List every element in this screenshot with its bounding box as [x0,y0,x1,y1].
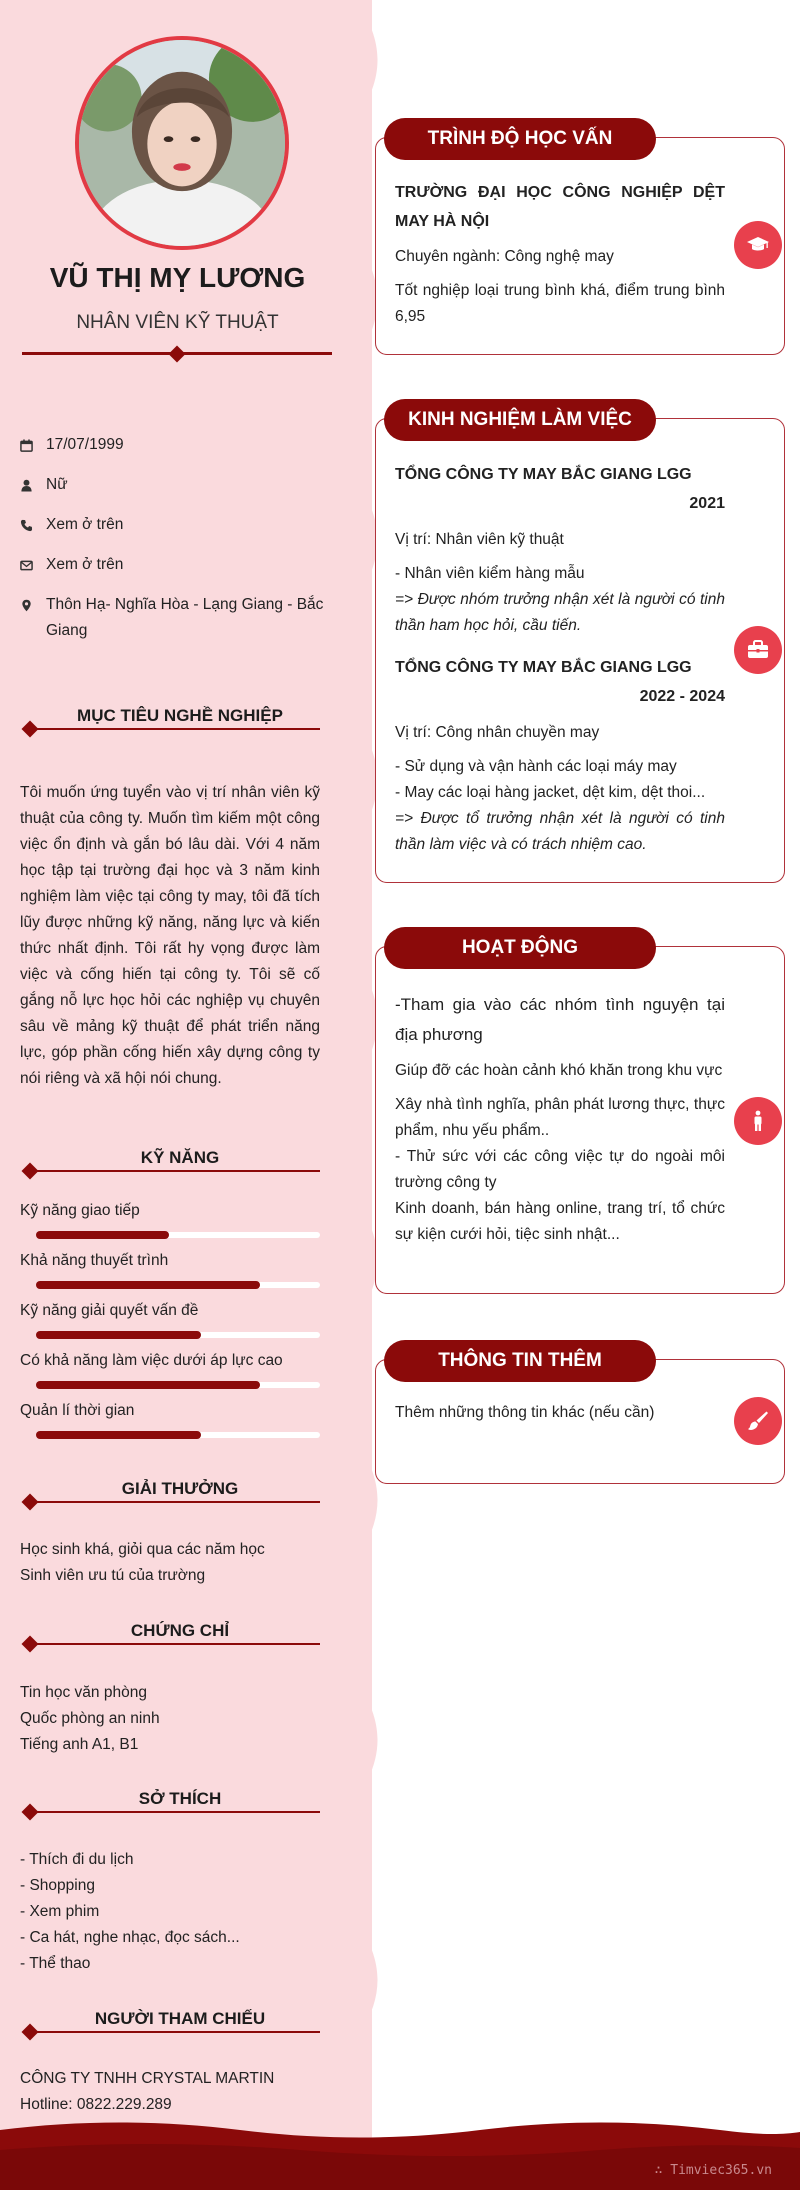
hobby-item: - Thể thao [20,1955,91,1972]
awards-list [20,1537,320,1589]
contact-email [20,552,330,578]
skill-bar [36,1430,320,1440]
contact-gender [20,472,330,498]
experience-body [395,460,725,858]
job-duty: - Sử dụng và vận hành các loại máy may [395,758,677,775]
heading-rule [26,728,320,730]
certificate-item: Quốc phòng an ninh [20,1710,160,1727]
hobbies-heading-text: SỞ THÍCH [138,1789,222,1808]
job-company: TỔNG CÔNG TY MAY BẮC GIANG LGG [395,466,692,483]
skill-label: Khả năng thuyết trình [20,1252,169,1269]
person-icon [20,472,46,498]
heading-rule [26,2031,320,2033]
job-period: 2021 [689,495,725,512]
email-icon [20,552,46,578]
job-position: Vị trí: Nhân viên kỹ thuật [395,531,564,548]
job-duty: - May các loại hàng jacket, dệt kim, dệt thoi... [395,784,706,801]
education-result: Tốt nghiệp loại trung bình khá, điểm trung bình 6,95 [395,282,725,325]
activities-body [395,990,725,1248]
skill-bar-fill [36,1431,201,1439]
job-company: TỔNG CÔNG TY MAY BẮC GIANG LGG [395,659,692,676]
activity-item: Giúp đỡ các hoàn cảnh khó khăn trong khu vực [395,1062,723,1079]
hobbies-heading [20,1783,320,1813]
education-heading: TRÌNH ĐỘ HỌC VẤN [384,118,656,160]
skill-item [20,1200,320,1240]
activity-item: - Thử sức với các công việc tự do ngoài môi trường công ty [395,1148,725,1191]
experience-heading: KINH NGHIỆM LÀM VIỆC [384,399,656,441]
award-item: Học sinh khá, giỏi qua các năm học [20,1541,265,1558]
certificate-item: Tiếng anh A1, B1 [20,1736,139,1753]
contact-gender-value: Nữ [46,476,68,493]
awards-heading [20,1473,320,1503]
certificates-list [20,1680,320,1758]
hobby-item: - Shopping [20,1877,95,1894]
phone-icon [20,512,46,538]
award-item: Sinh viên ưu tú của trường [20,1567,206,1584]
reference-hotline: Hotline: 0822.229.289 [20,2096,172,2113]
certificate-item: Tin học văn phòng [20,1684,147,1701]
contact-phone [20,512,330,538]
job-note: => Được nhóm trưởng nhận xét là người có tinh thần ham học hỏi, cầu tiến. [395,591,725,634]
activity-item: Xây nhà tình nghĩa, phân phát lương thực, thực phẩm, nhu yếu phẩm.. [395,1096,725,1139]
brush-icon [734,1397,782,1445]
skill-bar-fill [36,1281,260,1289]
skill-bar [36,1280,320,1290]
extra-heading: THÔNG TIN THÊM [384,1340,656,1382]
avatar [75,36,289,250]
calendar-icon [20,432,46,458]
contact-email-value: Xem ở trên [46,556,124,573]
skill-label: Quản lí thời gian [20,1402,135,1419]
hobby-item: - Xem phim [20,1903,100,1920]
activities-heading: HOẠT ĐỘNG [384,927,656,969]
objective-text: Tôi muốn ứng tuyển vào vị trí nhân viên kỹ thuật của công ty. Muốn tìm kiếm một công việc ổn định và gắn bó lâu dài. Với 4 năm học tập tại trường đại học và 3 năm kinh nghiệm làm việc tại công ty may, tôi đã tích lũy được những kỹ năng, năng lực và kiến thức nhất định. Tôi rất hy vọng được làm việc và cống hiến tại công ty. Tôi sẽ cố gắng nỗ lực học hỏi các nghiệp vụ chuyên sâu về mảng kỹ thuật để phát triển năng lực, góp phần cống hiến xây dựng công ty nói riêng và xã hội nói chung. [20,784,320,1087]
skill-item [20,1400,320,1440]
job-title: NHÂN VIÊN KỸ THUẬT [76,312,279,333]
contact-birthday [20,432,330,458]
skill-label: Có khả năng làm việc dưới áp lực cao [20,1352,283,1369]
skill-bar-fill [36,1381,260,1389]
certificates-heading [20,1615,320,1645]
job-position: Vị trí: Công nhân chuyền may [395,724,600,741]
activity-item: Kinh doanh, bán hàng online, trang trí, tổ chức sự kiện cưới hỏi, tiệc sinh nhật... [395,1200,725,1243]
skill-item [20,1250,320,1290]
skill-item [20,1300,320,1340]
skill-item [20,1350,320,1390]
extra-text: Thêm những thông tin khác (nếu cần) [395,1404,655,1421]
awards-heading-text: GIẢI THƯỞNG [121,1479,239,1498]
reference-company: CÔNG TY TNHH CRYSTAL MARTIN [20,2070,275,2087]
footer-wave [0,2120,800,2190]
skills-heading [20,1142,320,1172]
hobby-item: - Ca hát, nghe nhạc, đọc sách... [20,1929,240,1946]
job-duty: - Nhân viên kiểm hàng mẫu [395,565,585,582]
activities-lead: -Tham gia vào các nhóm tình nguyện tại địa phương [395,995,725,1044]
heading-rule [26,1643,320,1645]
location-icon [20,592,46,618]
contact-birthday-value: 17/07/1999 [46,436,124,453]
candidate-name: VŨ THỊ MỴ LƯƠNG [49,262,306,293]
references-heading [20,2003,320,2033]
graduation-cap-icon [734,221,782,269]
contact-list [20,432,330,658]
person-standing-icon [734,1097,782,1145]
contact-address [20,592,330,644]
skill-label: Kỹ năng giao tiếp [20,1202,140,1219]
skills-heading-text: KỸ NĂNG [140,1148,220,1167]
contact-phone-value: Xem ở trên [46,516,124,533]
references-heading-text: NGƯỜI THAM CHIẾU [94,2009,266,2028]
job-period: 2022 - 2024 [639,688,725,705]
briefcase-icon [734,626,782,674]
avatar-photo [79,40,285,246]
skill-bar [36,1230,320,1240]
education-body [395,178,725,330]
hobbies-list [20,1847,320,1977]
skill-bar-fill [36,1231,169,1239]
skill-bar [36,1330,320,1340]
job-note: => Được tổ trưởng nhận xét là người có tinh thần làm việc và có trách nhiệm cao. [395,810,725,853]
watermark: ∴ Timviec365.vn [654,2163,772,2178]
certificates-heading-text: CHỨNG CHỈ [130,1621,230,1640]
heading-rule [26,1170,320,1172]
job-entry [395,653,725,858]
heading-rule [26,1501,320,1503]
objective-heading [20,700,320,730]
job-entry [395,460,725,639]
heading-rule [26,1811,320,1813]
skill-bar [36,1380,320,1390]
hobby-item: - Thích đi du lịch [20,1851,134,1868]
extra-body [395,1400,725,1426]
education-school: TRƯỜNG ĐẠI HỌC CÔNG NGHIỆP DỆT MAY HÀ NỘI [395,184,725,230]
references-list [20,2066,320,2118]
skill-label: Kỹ năng giải quyết vấn đề [20,1302,199,1319]
skill-bar-fill [36,1331,201,1339]
education-major: Chuyên ngành: Công nghệ may [395,248,614,265]
objective-heading-text: MỤC TIÊU NGHỀ NGHIỆP [77,706,283,725]
contact-address-value: Thôn Hạ- Nghĩa Hòa - Lạng Giang - Bắc Giang [46,596,324,639]
